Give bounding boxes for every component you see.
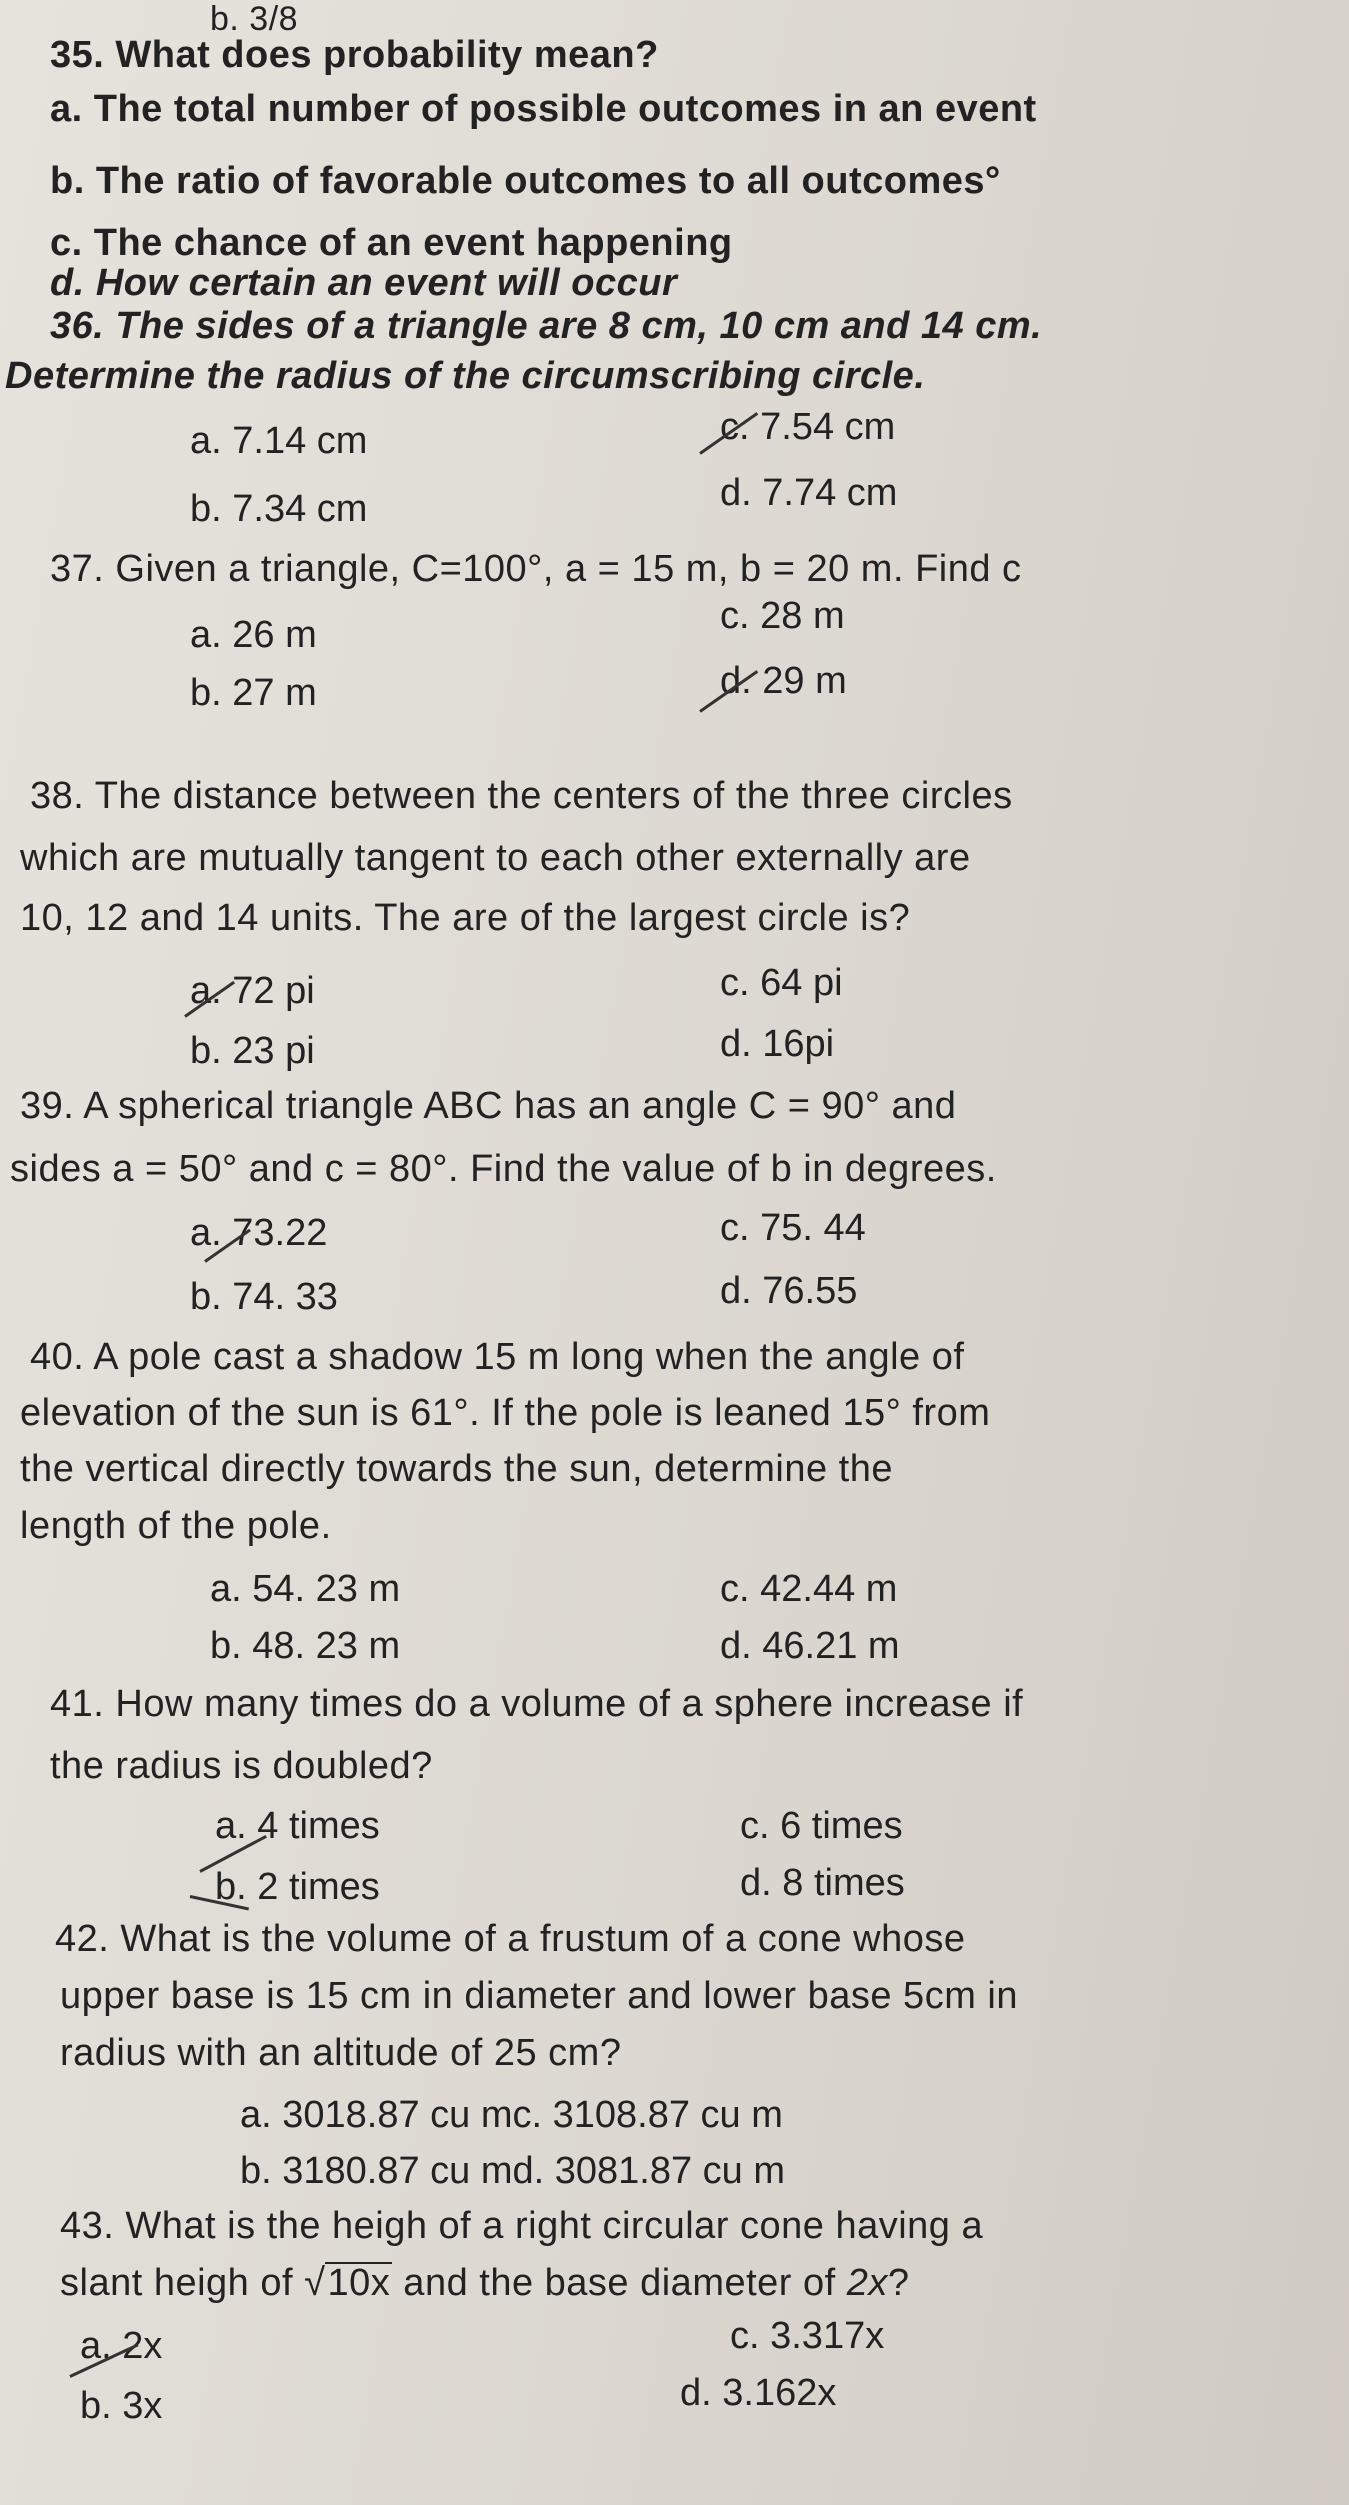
question-41-stem-line-2: the radius is doubled? — [50, 1745, 433, 1787]
previous-choice-fragment: b. 3/8 — [210, 0, 299, 38]
question-35-stem: 35. What does probability mean? — [50, 34, 659, 76]
question-37-choice-a: a. 26 m — [190, 614, 317, 656]
question-42-choices-line-2: b. 3180.87 cu md. 3081.87 cu m — [240, 2150, 786, 2192]
sqrt-radicand: 10x — [327, 2262, 391, 2304]
question-40-choice-b: b. 48. 23 m — [210, 1625, 401, 1667]
question-42-stem-line-3: radius with an altitude of 25 cm? — [60, 2032, 622, 2074]
question-43-stem-part-1: slant heigh of — [60, 2262, 305, 2304]
question-42-choices-line-1: a. 3018.87 cu mc. 3108.87 cu m — [240, 2094, 783, 2136]
question-42-stem-line-2: upper base is 15 cm in diameter and lower base 5cm in — [60, 1975, 1018, 2017]
question-39-stem-line-1: 39. A spherical triangle ABC has an angle C = 90° and — [20, 1085, 957, 1127]
question-40-stem-line-2: elevation of the sun is 61°. If the pole is leaned 15° from — [20, 1392, 991, 1434]
question-41-choice-d: d. 8 times — [740, 1862, 905, 1904]
question-38-choice-c: c. 64 pi — [720, 962, 843, 1004]
question-40-choice-d: d. 46.21 m — [720, 1625, 900, 1667]
question-40-stem-line-4: length of the pole. — [20, 1505, 332, 1547]
question-36-choice-d: d. 7.74 cm — [720, 472, 898, 514]
question-41-choice-c: c. 6 times — [740, 1805, 903, 1847]
question-35-choice-b: b. The ratio of favorable outcomes to all outcomes° — [50, 160, 1001, 202]
question-43-choice-c: c. 3.317x — [730, 2315, 885, 2357]
question-43-stem-line-1: 43. What is the heigh of a right circular cone having a — [60, 2205, 984, 2247]
question-43-stem-part-2: and the base diameter of — [392, 2262, 847, 2304]
question-38-stem-line-3: 10, 12 and 14 units. The are of the largest circle is? — [20, 897, 911, 939]
question-41-choice-a: a. 4 times — [215, 1805, 380, 1847]
question-39-stem-line-2: sides a = 50° and c = 80°. Find the value of b in degrees. — [10, 1148, 997, 1190]
question-43-choice-d: d. 3.162x — [680, 2372, 837, 2414]
question-41-stem-line-1: 41. How many times do a volume of a sphere increase if — [50, 1683, 1024, 1725]
question-42-stem-line-1: 42. What is the volume of a frustum of a cone whose — [55, 1918, 966, 1960]
question-41-choice-b: b. 2 times — [215, 1866, 380, 1908]
question-37-choice-c: c. 28 m — [720, 595, 845, 637]
question-36-stem-line-2: Determine the radius of the circumscribing circle. — [5, 355, 926, 397]
question-39-choice-a: a. 73.22 — [190, 1212, 328, 1254]
question-36-stem-line-1: 36. The sides of a triangle are 8 cm, 10 cm and 14 cm. — [50, 305, 1043, 347]
question-43-choice-b: b. 3x — [80, 2385, 163, 2427]
question-38-choice-d: d. 16pi — [720, 1023, 835, 1065]
question-43-stem-end: ? — [887, 2262, 910, 2304]
question-40-choice-c: c. 42.44 m — [720, 1568, 898, 1610]
question-39-choice-c: c. 75. 44 — [720, 1207, 866, 1249]
question-43-choice-a: a. 2x — [80, 2325, 163, 2367]
question-38-choice-a: a. 72 pi — [190, 970, 315, 1012]
question-37-choice-b: b. 27 m — [190, 672, 317, 714]
question-43-stem-line-2 — [60, 2262, 910, 2305]
question-43-diameter: 2x — [846, 2262, 888, 2304]
question-38-stem-line-1: 38. The distance between the centers of the three circles — [30, 775, 1013, 817]
question-39-choice-d: d. 76.55 — [720, 1270, 858, 1312]
question-36-choice-a: a. 7.14 cm — [190, 420, 368, 462]
question-38-choice-b: b. 23 pi — [190, 1030, 315, 1072]
question-35-choice-d: d. How certain an event will occur — [50, 262, 678, 304]
sqrt-symbol: √ — [304, 2262, 326, 2304]
question-39-choice-b: b. 74. 33 — [190, 1276, 338, 1318]
question-36-choice-c: c. 7.54 cm — [720, 406, 896, 448]
question-40-stem-line-3: the vertical directly towards the sun, determine the — [20, 1448, 893, 1490]
question-38-stem-line-2: which are mutually tangent to each other externally are — [20, 837, 971, 879]
question-40-choice-a: a. 54. 23 m — [210, 1568, 401, 1610]
question-35-choice-a: a. The total number of possible outcomes in an event — [50, 88, 1037, 130]
question-37-stem: 37. Given a triangle, C=100°, a = 15 m, b = 20 m. Find c — [50, 548, 1022, 590]
question-36-choice-b: b. 7.34 cm — [190, 488, 368, 530]
question-40-stem-line-1: 40. A pole cast a shadow 15 m long when the angle of — [30, 1336, 965, 1378]
question-37-choice-d: d. 29 m — [720, 660, 847, 702]
question-35-choice-c: c. The chance of an event happening — [50, 222, 733, 264]
